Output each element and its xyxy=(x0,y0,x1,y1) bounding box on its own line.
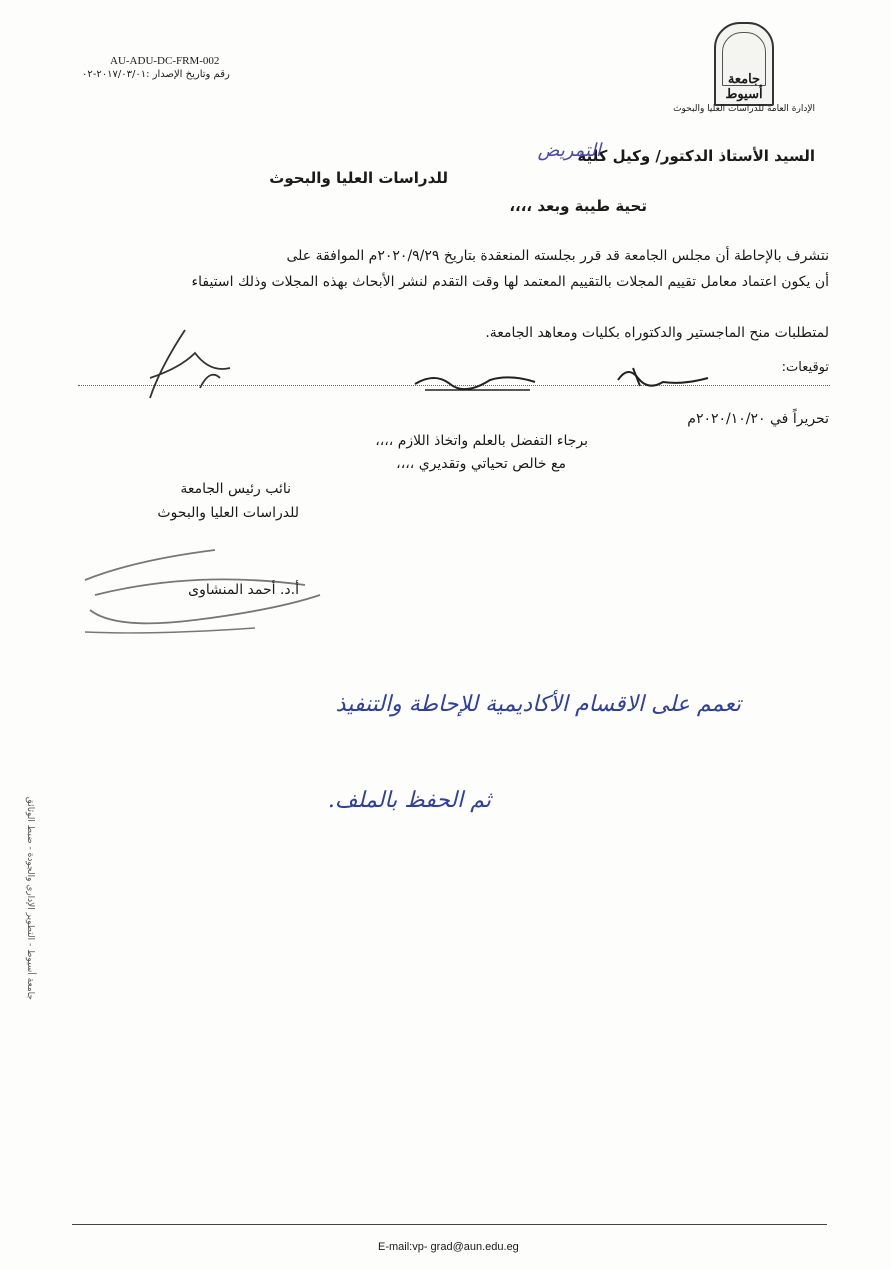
signature-1 xyxy=(608,360,718,395)
faculty-handwritten: التمريض xyxy=(537,140,601,161)
footer-email: E-mail:vp- grad@aun.edu.eg xyxy=(378,1241,519,1253)
issue-number-date: رقم وتاريخ الإصدار :٢٠١٧/٠٣/٠١-٠٢ xyxy=(82,69,230,80)
signature-2 xyxy=(410,362,540,397)
signatures-label: توقيعات: xyxy=(781,360,829,375)
signatory-name: أ.د. أحمد المنشاوى xyxy=(188,582,299,598)
salutation-line2: للدراسات العليا والبحوث xyxy=(269,169,448,187)
header-department: الإدارة العامة للدراسات العليا والبحوث xyxy=(673,104,815,114)
signatory-title-1: نائب رئيس الجامعة xyxy=(180,481,291,497)
footer-divider xyxy=(72,1224,827,1225)
closing-line-2: مع خالص تحياتي وتقديري ،،،، xyxy=(396,456,566,472)
handwritten-note-line-2: ثم الحفظ بالملف. xyxy=(327,788,491,813)
closing-line-1: برجاء التفضل بالعلم واتخاذ اللازم ،،،، xyxy=(375,433,588,449)
signatory-title-2: للدراسات العليا والبحوث xyxy=(157,505,299,521)
form-code: AU-ADU-DC-FRM-002 xyxy=(110,55,220,67)
paragraph-line-2: أن يكون اعتماد معامل تقييم المجلات بالتقييم المعتمد لها وقت التقدم لنشر الأبحاث بهذه المجلات وذلك استيفاء xyxy=(191,274,829,290)
logo-text: جامعة أسيوط xyxy=(725,72,763,102)
signature-3 xyxy=(140,328,240,408)
paragraph-line-1: نتشرف بالإحاطة أن مجلس الجامعة قد قرر بجلسته المنعقدة بتاريخ ٢٠٢٠/٩/٢٩م الموافقة على xyxy=(286,248,829,264)
paragraph-line-3: لمتطلبات منح الماجستير والدكتوراه بكليات ومعاهد الجامعة. xyxy=(485,325,829,341)
handwritten-note-line-1: تعمم على الاقسام الأكاديمية للإحاطة والتنفيذ xyxy=(335,692,741,717)
university-logo xyxy=(714,22,774,106)
salutation: السيد الأستاذ الدكتور/ وكيل كلية xyxy=(577,147,815,165)
date-written: تحريراً في ٢٠٢٠/١٠/٢٠م xyxy=(687,411,829,427)
greeting: تحية طيبة وبعد ،،،، xyxy=(509,197,647,215)
document-control-stamp: جامعة أسيوط - التطوير الإداري والجودة - ضبط الوثائق xyxy=(25,796,35,1000)
